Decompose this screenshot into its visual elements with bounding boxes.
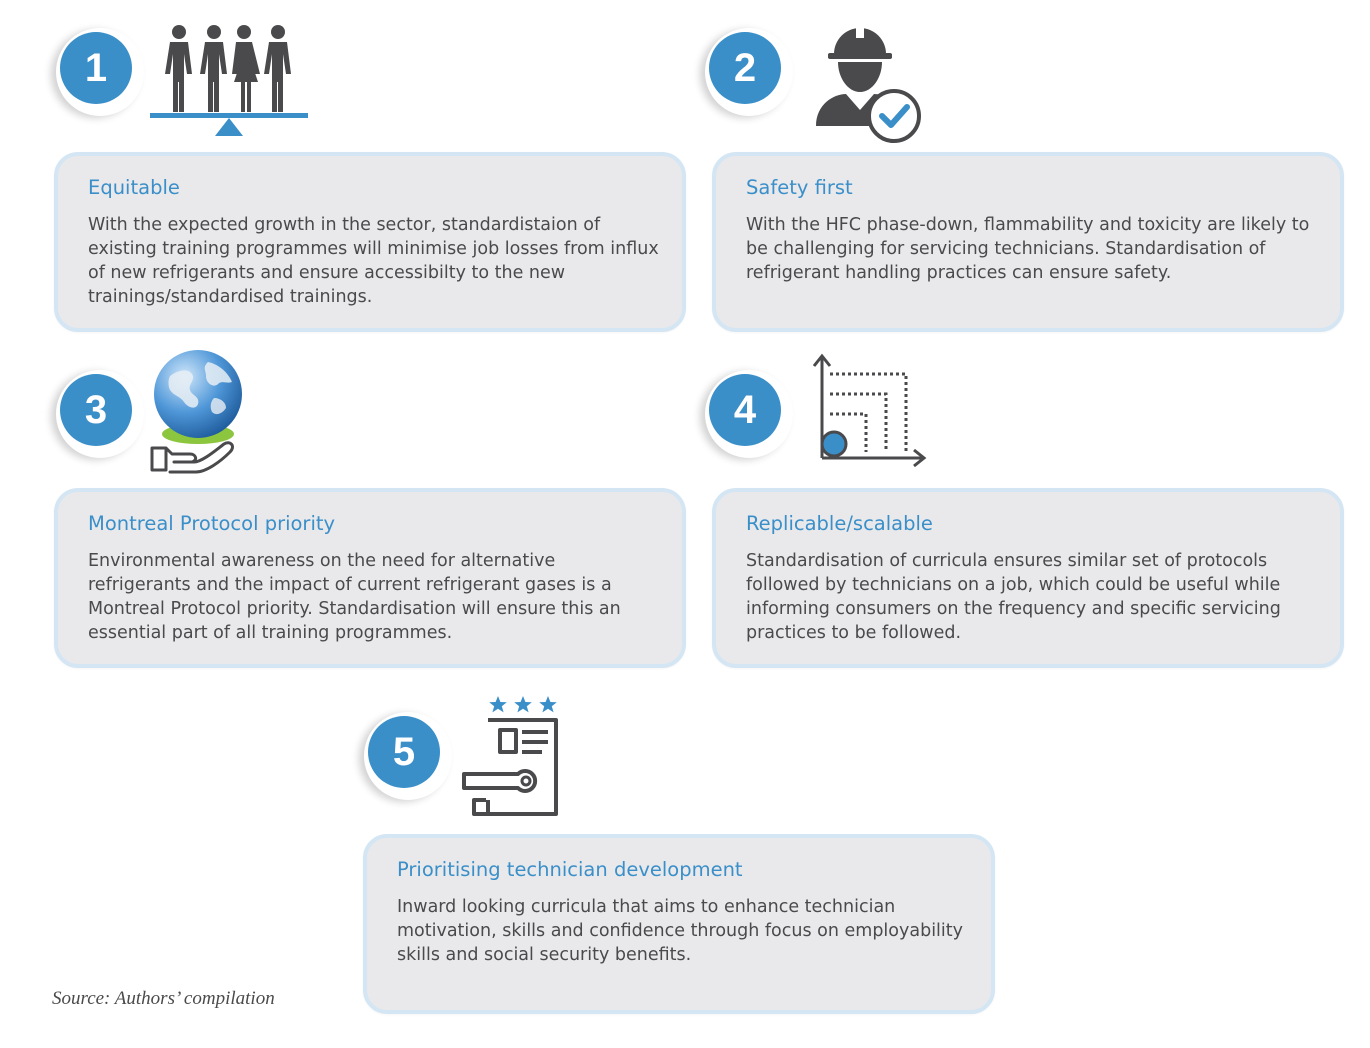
- card-title: Replicable/scalable: [746, 512, 933, 535]
- number-badge-1: 1: [56, 28, 144, 116]
- card-text: With the HFC phase-down, flammability and toxicity are likely to be challenging for servicing technicians. Standardisation of refrigerant handling practices can ensure safety.: [746, 215, 1310, 283]
- number-badge-3: 3: [56, 370, 144, 458]
- worker-helmet-check-icon: [810, 20, 926, 144]
- card-text: Inward looking curricula that aims to enhance technician motivation, skills and confidence through focus on employability skills and social security benefits.: [397, 897, 963, 965]
- source-note: Source: Authors’ compilation: [52, 988, 275, 1009]
- card-technician-development: [363, 834, 995, 1014]
- number-badge-5: 5: [364, 712, 452, 800]
- globe-hand-icon: [148, 348, 248, 478]
- card-title: Montreal Protocol priority: [88, 512, 336, 535]
- document-wrench-stars-icon: [456, 690, 566, 820]
- card-text: Environmental awareness on the need for alternative refrigerants and the impact of current refrigerant gases is a Montreal Protocol priority. Standardisation will ensure this an essential part of all training programmes.: [88, 551, 621, 643]
- scalable-path-icon: [810, 352, 930, 468]
- card-equitable: [54, 152, 686, 332]
- people-balance-icon: [148, 22, 310, 140]
- card-text: Standardisation of curricula ensures similar set of protocols followed by technicians on a job, which could be useful while informing consumers on the frequency and specific servicing practices to be followed.: [746, 551, 1281, 643]
- card-title: Equitable: [88, 176, 180, 199]
- card-title: Safety first: [746, 176, 853, 199]
- card-safety-first: [712, 152, 1344, 332]
- number-badge-4: 4: [705, 370, 793, 458]
- card-text: With the expected growth in the sector, standardistaion of existing training programmes will minimise job losses from influx of new refrigerants and ensure accessibilty to the new trainings/standardised trainings.: [88, 215, 659, 307]
- card-replicable-scalable: [712, 488, 1344, 668]
- card-montreal-protocol: [54, 488, 686, 668]
- number-badge-2: 2: [705, 28, 793, 116]
- card-title: Prioritising technician development: [397, 858, 743, 881]
